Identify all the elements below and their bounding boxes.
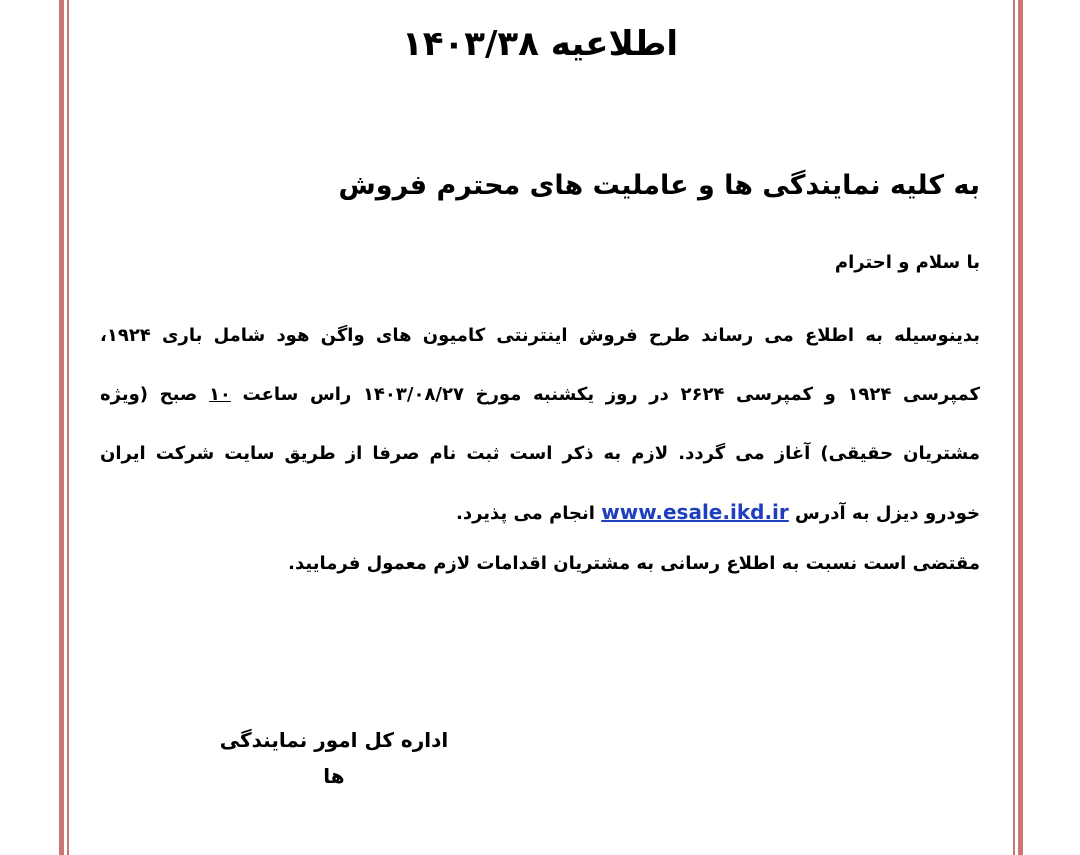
esale-website-link[interactable]: www.esale.ikd.ir — [601, 500, 789, 524]
announcement-title: اطلاعیه ۱۴۰۳/۳۸ — [402, 24, 678, 64]
signature-department: اداره کل امور نمایندگی ها — [219, 728, 449, 788]
document-page — [100, 0, 980, 855]
page-border-right-inner — [1013, 0, 1015, 855]
body-text-part-2: صبح (ویژه مشتریان حقیقی) آغاز می گردد. لازم به ذکر است ثبت نام صرفا از طریق سایت شرکت ایران خودرو دیزل به آدرس — [100, 384, 980, 524]
body-text-part-1: بدینوسیله به اطلاع می رساند طرح فروش اینترنتی کامیون های واگن هود شامل باری ۱۹۲۴، کمپرسی ۱۹۲۴ و کمپرسی ۲۶۲۴ در روز یکشنبه مورخ ۱۴۰۳/۰۸/۲۷ راس ساعت — [100, 325, 980, 405]
announcement-body — [100, 306, 980, 543]
start-hour: ۱۰ — [208, 384, 231, 405]
greeting-text: با سلام و احترام — [834, 252, 980, 273]
body-text-part-3: انجام می پذیرد. — [456, 503, 595, 524]
addressee-heading: به کلیه نمایندگی ها و عاملیت های محترم فروش — [338, 170, 980, 201]
closing-text: مقتضی است نسبت به اطلاع رسانی به مشتریان اقدامات لازم معمول فرمایید. — [288, 553, 980, 574]
page-border-right-outer — [1018, 0, 1023, 855]
page-border-left-outer — [59, 0, 64, 855]
page-border-left-inner — [67, 0, 69, 855]
